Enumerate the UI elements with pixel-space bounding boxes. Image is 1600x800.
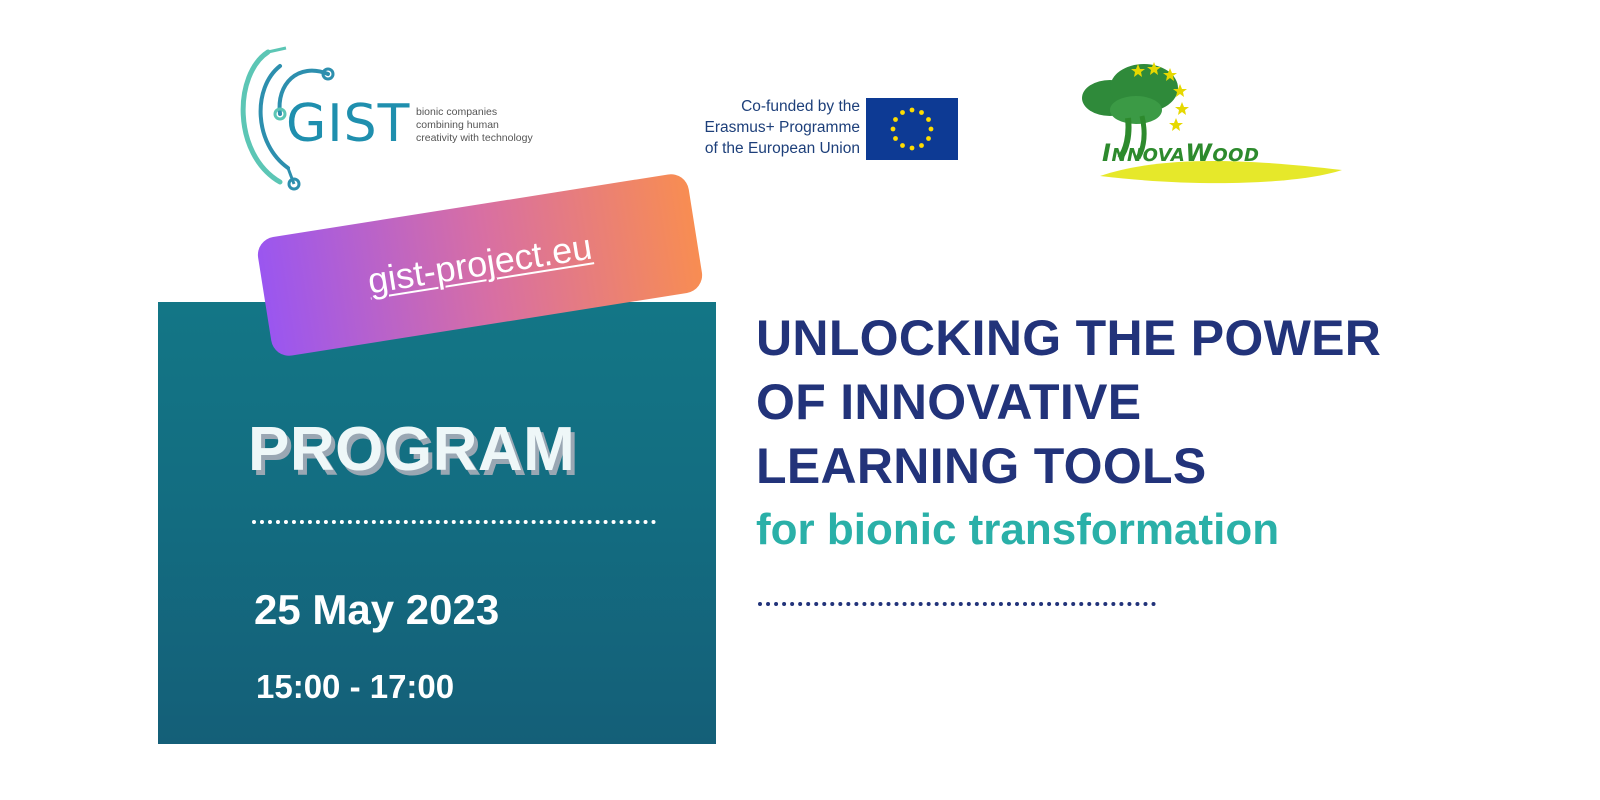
innovawood-logo xyxy=(1070,58,1350,188)
eu-stars-icon xyxy=(866,98,958,160)
program-title: PROGRAM xyxy=(248,415,576,484)
erasmus-text-line: Co-funded by the xyxy=(741,98,860,115)
dotted-divider xyxy=(252,520,656,524)
erasmus-cofunded-logo xyxy=(664,96,964,162)
eu-star xyxy=(926,117,931,122)
program-card xyxy=(158,302,716,744)
eu-star xyxy=(893,136,898,141)
headline-block xyxy=(756,306,1456,556)
event-time: 15:00 - 17:00 xyxy=(256,668,455,705)
innovawood-tree-icon xyxy=(1070,58,1350,188)
event-date: 25 May 2023 xyxy=(254,586,500,633)
erasmus-text xyxy=(705,96,860,159)
erasmus-text-line: of the European Union xyxy=(704,140,860,157)
dotted-divider xyxy=(758,602,1156,606)
innovawood-wordmark xyxy=(1102,139,1259,167)
innovawood-letters: OOD xyxy=(1212,145,1260,166)
erasmus-text-line: Erasmus+ Programme xyxy=(704,119,860,136)
gist-wordmark: GIST xyxy=(286,94,411,154)
eu-star xyxy=(900,143,905,148)
headline-line: LEARNING TOOLS xyxy=(756,438,1207,494)
gist-tagline xyxy=(416,106,586,145)
headline-subtitle: for bionic transformation xyxy=(756,505,1280,554)
eu-star xyxy=(919,110,924,115)
eu-star xyxy=(926,136,931,141)
eu-star xyxy=(891,127,896,132)
gist-tagline-line: combining human xyxy=(416,119,499,131)
website-link[interactable]: gist-project.eu xyxy=(364,225,595,302)
innovawood-letter: W xyxy=(1185,139,1213,167)
headline-line: UNLOCKING THE POWER xyxy=(756,310,1382,366)
gist-logo xyxy=(228,44,578,194)
eu-star xyxy=(900,110,905,115)
innovawood-letter: I xyxy=(1102,139,1112,167)
gist-tagline-line: creativity with technology xyxy=(416,132,533,144)
eu-star xyxy=(910,108,915,113)
eu-flag-icon xyxy=(866,98,958,160)
headline-line: OF INNOVATIVE xyxy=(756,374,1142,430)
eu-star xyxy=(919,143,924,148)
gist-tagline-line: bionic companies xyxy=(416,106,498,118)
innovawood-letters: NNOVA xyxy=(1111,145,1186,166)
eu-star xyxy=(929,127,934,132)
eu-star xyxy=(893,117,898,122)
eu-star xyxy=(910,146,915,151)
